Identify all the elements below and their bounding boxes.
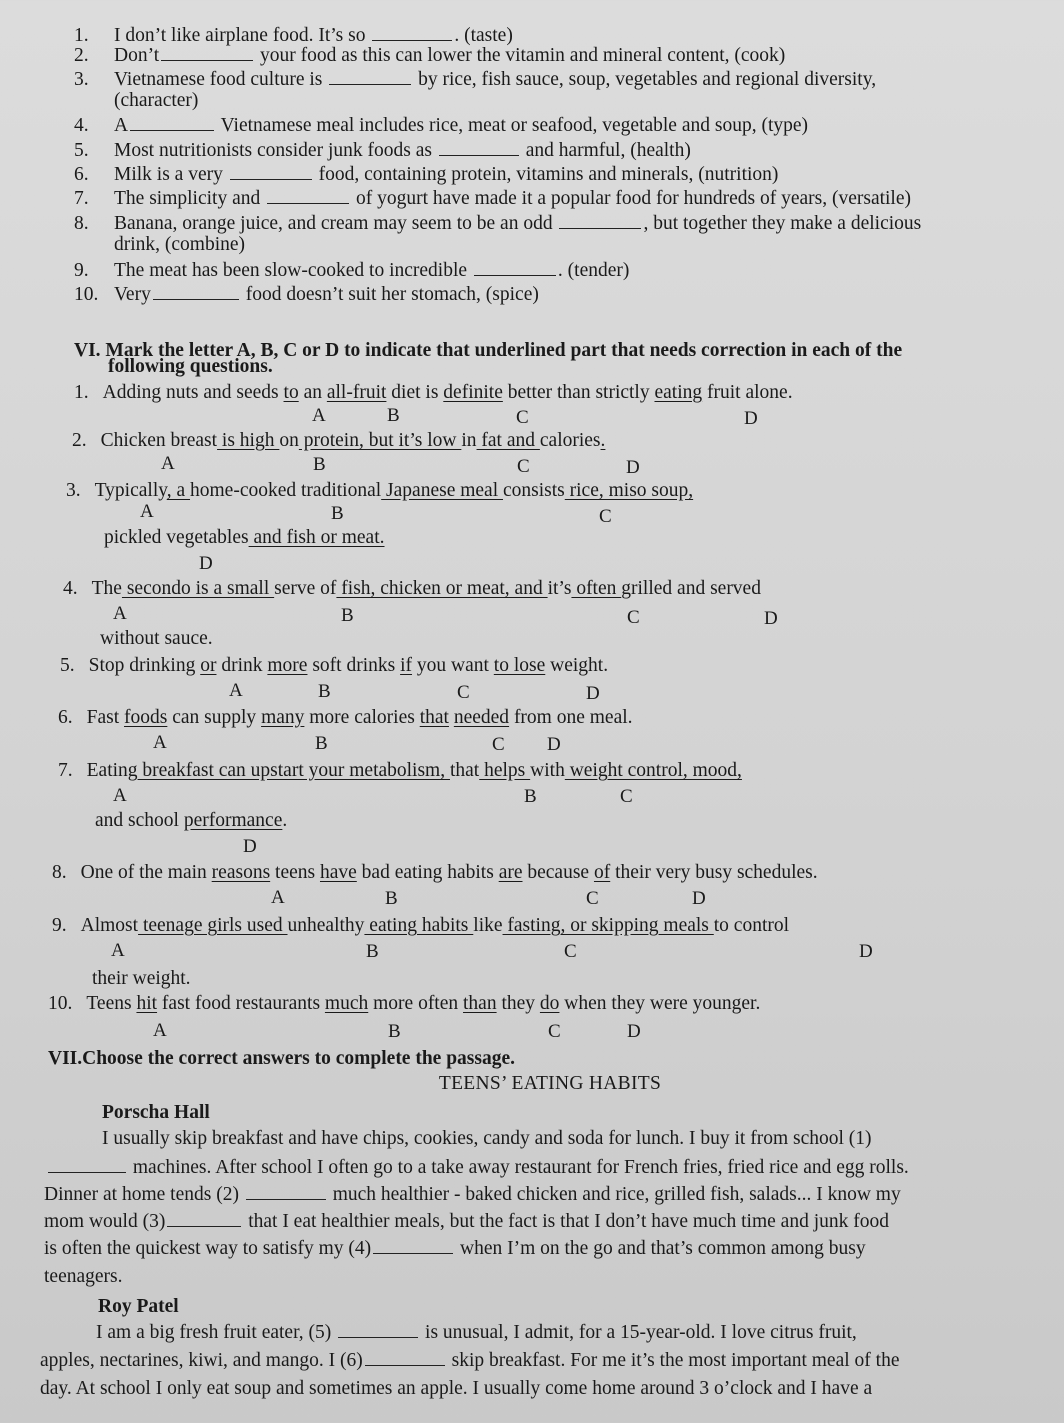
question-number: 1. [74, 382, 89, 403]
question-8: 8. Banana, orange juice, and cream may seem to be an odd , but together they make a delicious [74, 213, 922, 234]
question-5 [60, 655, 608, 677]
sentence-text: from one meal. [509, 707, 633, 728]
underlined-option: if [400, 655, 413, 676]
question-4 [63, 578, 761, 600]
option-a-label: A [153, 732, 167, 753]
underlined-option: often [571, 578, 622, 599]
option-c-label: C [517, 456, 530, 477]
sentence-text: One of the main [80, 862, 212, 883]
speaker-name: Roy Patel [98, 1296, 179, 1317]
underlined-option: Japanese meal [381, 480, 503, 501]
sentence-text: can supply [167, 707, 262, 728]
sentence-text: home-cooked traditional [190, 480, 382, 501]
sentence-text: to control [713, 915, 790, 936]
question-number: 2. [72, 430, 87, 451]
sentence-text: their weight. [92, 968, 191, 989]
sentence-text: on [279, 430, 299, 451]
underlined-option: to [283, 382, 299, 403]
underlined-option: many [261, 707, 305, 728]
answer-blank[interactable] [474, 274, 556, 276]
option-c-label: C [457, 682, 470, 703]
sentence-text: bad eating habits [356, 862, 499, 883]
underlined-option: is high [217, 430, 280, 451]
sentence-text: Chicken breast [100, 430, 218, 451]
sentence-text: fruit alone. [702, 382, 793, 403]
sentence-text: fast food restaurants [157, 993, 325, 1014]
underlined-option: weight control, mood, [564, 760, 742, 781]
question-3 [66, 480, 693, 502]
question-2: 2. Don’t your food as this can lower the vitamin and mineral content, (cook) [74, 45, 786, 66]
section-6-heading: VI. Mark the letter A, B, C or D to indicate that underlined part that needs correction in each of the [74, 340, 903, 361]
underlined-option: secondo is a small [121, 578, 275, 599]
answer-blank-6[interactable] [365, 1364, 445, 1366]
option-b-label: B [385, 888, 398, 909]
question-6 [58, 707, 633, 729]
question-8-continuation: drink, (combine) [114, 234, 246, 255]
question-2 [72, 430, 605, 452]
option-c-label: C [627, 607, 640, 628]
option-a-label: A [111, 940, 125, 961]
sentence-text: calories [539, 430, 601, 451]
underlined-option: , a [166, 480, 191, 501]
underlined-option: helps [479, 760, 531, 781]
option-d-label: D [626, 457, 640, 478]
answer-blank[interactable] [329, 83, 411, 85]
sentence-text: with [530, 760, 565, 781]
answer-blank[interactable] [372, 39, 452, 41]
sentence-text: their very busy schedules. [610, 862, 818, 883]
underlined-option: eating habits [364, 915, 474, 936]
underlined-option: eating [654, 382, 703, 403]
question-10: 10. Very food doesn’t suit her stomach, (spice) [74, 284, 539, 305]
underlined-option: . [600, 430, 606, 451]
question-4: 4. A Vietnamese meal includes rice, meat or seafood, vegetable and soup, (type) [74, 115, 809, 136]
sentence-text: drink [216, 655, 268, 676]
option-b-label: B [331, 503, 344, 524]
underlined-option: of [593, 862, 611, 883]
option-d-label: D [199, 553, 213, 574]
passage-line: I usually skip breakfast and have chips, cookies, candy and soda for lunch. I buy it from school (1) [102, 1128, 872, 1149]
option-c-label: C [548, 1021, 561, 1042]
sentence-text: when they were younger. [559, 993, 761, 1014]
option-d-label: D [692, 888, 706, 909]
section-7-heading: VII.Choose the correct answers to complete the passage. [48, 1048, 516, 1069]
option-c-label: C [564, 941, 577, 962]
option-a-label: A [140, 501, 154, 522]
sentence-text: it’s [547, 578, 572, 599]
sentence-text: and school [95, 810, 184, 831]
question-number: 10. [48, 993, 73, 1014]
underlined-option: more [267, 655, 308, 676]
question-number: 3. [66, 480, 81, 501]
option-b-label: B [313, 454, 326, 475]
underlined-option: performance [183, 810, 283, 831]
answer-blank[interactable] [439, 154, 519, 156]
question-5: 5. Most nutritionists consider junk foods as and harmful, (health) [74, 140, 691, 161]
passage-line: Dinner at home tends (2) much healthier - baked chicken and rice, grilled fish, salads... I know my [44, 1184, 901, 1205]
question-6: 6. Milk is a very food, containing protein, vitamins and minerals, (nutrition) [74, 164, 779, 185]
question-9-continuation [92, 968, 191, 990]
sentence-text: Teens [86, 993, 137, 1014]
option-d-label: D [586, 683, 600, 704]
option-a-label: A [271, 887, 285, 908]
option-d-label: D [243, 836, 257, 857]
sentence-text: serve of [274, 578, 337, 599]
sentence-text: an [298, 382, 327, 403]
underlined-option: foods [124, 707, 168, 728]
underlined-option: teenage girls used [138, 915, 288, 936]
question-7 [58, 760, 742, 782]
question-9: 9. The meat has been slow-cooked to incredible . (tender) [74, 260, 630, 281]
sentence-text: that [449, 760, 480, 781]
passage-line: teenagers. [44, 1266, 123, 1287]
answer-blank-2[interactable] [246, 1198, 326, 1200]
sentence-text: grilled and served [621, 578, 761, 599]
question-number: 7. [58, 760, 73, 781]
option-d-label: D [744, 408, 758, 429]
sentence-text: . [282, 810, 288, 831]
sentence-text: pickled vegetables [104, 527, 249, 548]
underlined-option: breakfast can upstart your metabolism, [137, 760, 450, 781]
underlined-option: hit [136, 993, 158, 1014]
sentence-text: soft drinks [307, 655, 401, 676]
sentence-text: The [91, 578, 122, 599]
answer-blank[interactable] [267, 202, 349, 204]
option-d-label: D [764, 608, 778, 629]
underlined-option: that [419, 707, 449, 728]
question-3: 3. Vietnamese food culture is by rice, fish sauce, soup, vegetables and regional diversity, [74, 69, 877, 90]
underlined-option: protein, but it’s low [298, 430, 462, 451]
question-8 [52, 862, 818, 884]
sentence-text: Typically [94, 480, 167, 501]
option-c-label: C [492, 734, 505, 755]
underlined-option: fish, chicken or meat, and [336, 578, 548, 599]
question-7-continuation [95, 810, 287, 832]
underlined-option: needed [453, 707, 510, 728]
underlined-option: do [539, 993, 560, 1014]
option-d-label: D [547, 734, 561, 755]
option-c-label: C [620, 786, 633, 807]
option-a-label: A [229, 680, 243, 701]
passage-line: is often the quickest way to satisfy my (4) when I’m on the go and that’s common among busy [44, 1238, 866, 1259]
underlined-option: to lose [493, 655, 546, 676]
underlined-option: reasons [211, 862, 271, 883]
speaker-name: Porscha Hall [102, 1102, 210, 1123]
underlined-option: all-fruit [326, 382, 387, 403]
answer-blank-3[interactable] [167, 1225, 241, 1227]
question-number: 4. [63, 578, 78, 599]
option-c-label: C [586, 888, 599, 909]
answer-blank[interactable] [161, 59, 253, 61]
question-number: 8. [52, 862, 67, 883]
sentence-text: Adding nuts and seeds [102, 382, 284, 403]
option-c-label: C [599, 506, 612, 527]
underlined-option: and fish or meat. [248, 527, 385, 548]
option-a-label: A [161, 453, 175, 474]
underlined-option: or [200, 655, 217, 676]
answer-blank-5[interactable] [338, 1336, 418, 1338]
option-b-label: B [315, 733, 328, 754]
answer-blank-4[interactable] [373, 1252, 453, 1254]
option-a-label: A [113, 603, 127, 624]
sentence-text: like [473, 915, 503, 936]
sentence-text: better than strictly [502, 382, 655, 403]
sentence-text: because [522, 862, 594, 883]
underlined-option: definite [443, 382, 503, 403]
option-a-label: A [312, 405, 326, 426]
option-d-label: D [627, 1021, 641, 1042]
sentence-text: you want [412, 655, 494, 676]
question-number: 6. [58, 707, 73, 728]
option-b-label: B [318, 681, 331, 702]
option-d-label: D [859, 941, 873, 962]
answer-blank[interactable] [130, 129, 214, 131]
passage-line: machines. After school I often go to a take away restaurant for French fries, fried rice and egg rolls. [46, 1157, 909, 1179]
sentence-text: Fast [86, 707, 125, 728]
passage-title: TEENS’ EATING HABITS [438, 1073, 662, 1094]
underlined-option: are [498, 862, 523, 883]
sentence-text: weight. [545, 655, 609, 676]
option-c-label: C [516, 407, 529, 428]
question-3-continuation: (character) [114, 90, 199, 111]
passage-line: I am a big fresh fruit eater, (5) is unusual, I admit, for a 15-year-old. I love citrus fruit, [96, 1322, 857, 1343]
passage-line: mom would (3) that I eat healthier meals, but the fact is that I don’t have much time and junk food [44, 1211, 889, 1232]
question-1 [74, 382, 793, 404]
option-b-label: B [388, 1021, 401, 1042]
sentence-text: consists [503, 480, 565, 501]
sentence-text: teens [270, 862, 320, 883]
sentence-text: they [496, 993, 540, 1014]
question-1: 1. I don’t like airplane food. It’s so . (taste) [74, 25, 513, 46]
underlined-option: rice, miso soup, [564, 480, 694, 501]
option-b-label: B [366, 941, 379, 962]
question-number: 5. [60, 655, 75, 676]
answer-blank[interactable] [559, 227, 641, 229]
sentence-text: more calories [304, 707, 420, 728]
answer-blank[interactable] [153, 298, 239, 300]
question-number: 9. [52, 915, 67, 936]
sentence-text: more often [368, 993, 464, 1014]
sentence-text: Eating [86, 760, 138, 781]
sentence-text: diet is [386, 382, 444, 403]
sentence-text: in [461, 430, 477, 451]
underlined-option: much [324, 993, 369, 1014]
sentence-text: without sauce. [100, 628, 213, 649]
question-9 [52, 915, 789, 937]
underlined-option: fat and [476, 430, 540, 451]
passage-line: apples, nectarines, kiwi, and mango. I (6) skip breakfast. For me it’s the most important meal of the [40, 1350, 900, 1371]
option-b-label: B [341, 605, 354, 626]
option-b-label: B [524, 786, 537, 807]
sentence-text: unhealthy [287, 915, 365, 936]
option-a-label: A [153, 1020, 167, 1041]
option-b-label: B [387, 405, 400, 426]
underlined-option: have [319, 862, 357, 883]
sentence-text: Stop drinking [88, 655, 201, 676]
sentence-text: Almost [80, 915, 139, 936]
passage-line: day. At school I only eat soup and sometimes an apple. I usually come home around 3 o’clock and I have a [40, 1378, 873, 1399]
question-10 [48, 993, 760, 1015]
underlined-option: than [463, 993, 497, 1014]
question-7: 7. The simplicity and of yogurt have made it a popular food for hundreds of years, (versatile) [74, 188, 912, 209]
section-6-heading-continued: following questions. [108, 356, 273, 377]
question-3-continuation [104, 527, 385, 549]
answer-blank-1[interactable] [48, 1171, 126, 1173]
option-a-label: A [113, 785, 127, 806]
underlined-option: fasting, or skipping meals [502, 915, 714, 936]
question-4-continuation [100, 628, 213, 650]
answer-blank[interactable] [230, 178, 312, 180]
